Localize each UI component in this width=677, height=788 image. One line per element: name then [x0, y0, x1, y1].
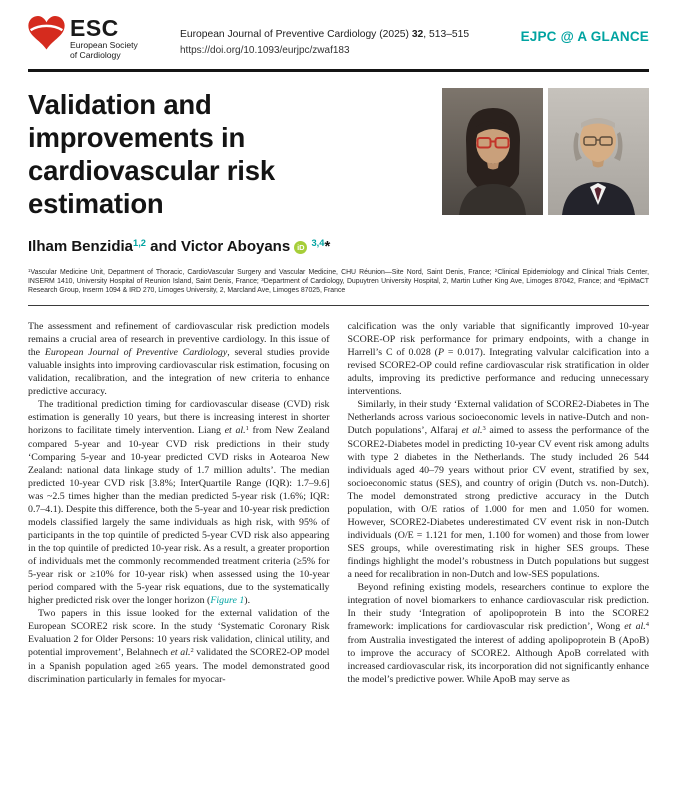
- author-photos: [442, 88, 649, 255]
- text-run: et al.: [461, 424, 483, 436]
- esc-logo-society-line1: European Society: [70, 40, 138, 50]
- text-run: et al.: [170, 646, 191, 658]
- orcid-icon[interactable]: iD: [294, 241, 307, 254]
- text-run: 2: [190, 646, 194, 654]
- text-run: 1: [245, 424, 249, 432]
- authors-line: [28, 238, 432, 255]
- text-run: 3: [261, 277, 264, 283]
- author-photo-victor-aboyans: [548, 88, 649, 215]
- text-run: European Journal of Preventive Cardiology: [44, 346, 228, 358]
- text-run: = 0.017). Integrating valvular calcification into a revised SCORE2-OP could refine cardiovascular risk stratification in older adults, improving its predictive performance and reducing unnecessary interventions.: [347, 346, 649, 397]
- text-run: 4: [617, 277, 621, 283]
- esc-logo-text: [70, 16, 138, 60]
- text-run: Vascular Medicine Unit, Department of Thoracic, CardioVascular Surgery and Vascular Medicine, CHU Réunion—Site Nord, Saint Denis, France;: [30, 269, 495, 276]
- text-run: Department of Cardiology, Dupuytren University Hospital, 2, Martin Luther King Ave, Limoges 87042, France; and: [263, 278, 618, 286]
- inline-link[interactable]: Figure 1: [210, 594, 245, 606]
- column-right: [348, 320, 650, 686]
- text-run: Two papers in this issue looked for the external validation of the European SCORE2 risk score. In the study ‘Systematic Coronary Risk Evaluation 2 for Older Persons: 10 years risk validation, clinical utility, and potential improvement’, Belahnech: [28, 607, 330, 658]
- text-run: Beyond refining existing models, researchers continue to explore the integration of novel biomarkers to enhance cardiovascular risk prediction. In their study ‘Integration of apolipoprotein B into the SCORE2 framework: implications for cardiovascular risk prediction’, Wong: [347, 581, 649, 632]
- text-run: 2: [494, 267, 498, 273]
- citation-block: [180, 16, 521, 57]
- text-run: [307, 238, 311, 255]
- author-photo-ilham-benzidia: [442, 88, 543, 215]
- paragraph: [348, 320, 650, 398]
- text-run: from Australia investigated the interest of adding apolipoprotein B (ApoB) to improve the accuracy of SCORE2. Although ApoB correlated with increased cardiovascular risk, its incorporation did not significantly enhance the model’s predictive power. While ApoB may serve as: [347, 634, 649, 685]
- text-run: , 513–515: [423, 29, 470, 40]
- esc-logo[interactable]: [28, 16, 180, 60]
- text-run: and Victor Aboyans: [145, 238, 295, 255]
- text-run: Similarly, in their study ‘External validation of SCORE2-Diabetes in The Netherlands across various socioeconomic levels in native-Dutch and non-Dutch populations’, Alfaraj: [347, 398, 649, 436]
- column-left: [28, 320, 330, 686]
- text-run: aimed to assess the performance of the SCORE2-Diabetes model in predicting 10-year CV event risk among adults with type 2 diabetes in the Netherlands. The study included 26 544 individuals aged 40–79 years without prior CV event, stratified by sex, socioeconomic status (SES), and country of origin (Dutch vs. non-Dutch). The model demonstrated strong predictive accuracy in the Dutch population, with O/E ratios of 1.000 for men and 1.050 for women. However, SCORE2-Diabetes underestimated CV event risk in non-Dutch individuals (O/E = 1.121 for men, 1.100 for women) and those from lower SES groups, while overestimating risk in higher SES groups. These findings highlight the model’s robustness in Dutch populations but suggest a need for recalibration in non-Dutch and low-SES populations.: [347, 424, 649, 580]
- esc-logo-society-line2: of Cardiology: [70, 50, 121, 60]
- text-run: *: [324, 238, 331, 255]
- title-section: [28, 88, 649, 255]
- header-rule: [28, 69, 649, 72]
- text-run: P: [437, 346, 444, 358]
- article-body: [28, 320, 649, 686]
- paragraph: [348, 581, 650, 686]
- paragraph: [348, 398, 650, 581]
- text-run: Clinical Epidemiology and Clinical Trials Center, INSERM 1410, University Hospital of Reunion Island, Saint Denis, France;: [28, 269, 649, 286]
- text-run: 1: [28, 267, 31, 273]
- text-run: The traditional prediction timing for cardiovascular disease (CVD) risk estimation is generally 10 years, but there is increasing interest in shorter horizons to facilitate timely intervention. Liang: [28, 398, 330, 436]
- text-run: et al.: [224, 424, 246, 436]
- text-run: Ilham Benzidia: [28, 238, 134, 255]
- text-run: The assessment and refinement of cardiovascular risk prediction models remains a crucial area of research in preventive cardiology. In this issue of the: [28, 320, 330, 358]
- paragraph: [28, 320, 330, 398]
- text-run: from New Zealand compared 5-year and 10-year CVD risk predictions in their study ‘Comparing 5-year and 10-year predicted CVD risks in Aotearoa New Zealand: national data linkage study of 1.7 million adults’. The median predicted 10-year CVD risk [3.8%; InterQuartile Range (IQR): 1.7–9.6] was ~2.5 times higher than the median predicted 5-year risk (1.6%; IQR: 0.7–4.1). Despite this difference, both the 5-year and 10-year risk prediction models classified largely the same individuals as high risk, with 95% of participants in the top quintile of predicted 5-year CVD risk also appearing in the top quintile of predicted 10-year risk. As a result, a greater proportion of individuals met the commonly recommended treatment criteria (≥5% for 5-year risk or ≥10% for 10-year risk) when assessed using the 10-year period compared with the 5-year risk equations, due to the systematically higher predicted risk over the longer horizon (: [28, 424, 330, 606]
- text-run: calcification was the only variable that significantly improved 10-year SCORE-OP risk performance for primary endpoints, with a change in Harrell’s C of 0.028 (: [347, 320, 649, 358]
- text-run: 32: [411, 29, 424, 40]
- text-run: et al.: [624, 620, 646, 632]
- text-run: validated the SCORE2-OP model in a Spanish population aged ≥65 years. The model demonstrated good discrimination particularly in females for myocar-: [28, 646, 330, 685]
- inline-link[interactable]: 1,2: [133, 238, 146, 249]
- text-run: 4: [645, 620, 649, 628]
- ejpc-glance-badge[interactable]: EJPC @ A GLANCE: [520, 29, 649, 44]
- doi-link[interactable]: https://doi.org/10.1093/eurjpc/zwaf183: [180, 45, 350, 56]
- title-block: [28, 88, 442, 255]
- affiliations-rule: [28, 305, 649, 306]
- text-run: 3: [482, 424, 486, 432]
- journal-citation: [180, 28, 521, 41]
- text-run: ).: [244, 594, 251, 606]
- paragraph: [28, 607, 330, 686]
- affiliations: [28, 268, 649, 296]
- text-run: , several studies provide valuable insights into improving cardiovascular risk estimation, focusing on validation, recalibration, and the integration of new criteria to enhance predictive accuracy.: [28, 346, 330, 397]
- text-run: EpiMaCT Research Group, Inserm 1094 & IRD 270, Limoges University, 2, Marcland Ave, Limoges 87025, France: [28, 278, 649, 295]
- esc-heart-icon: [28, 16, 65, 60]
- text-run: European Journal of Preventive Cardiology (2025): [180, 29, 412, 40]
- esc-logo-name: ESC: [70, 15, 119, 41]
- inline-link[interactable]: 3,4: [311, 238, 325, 249]
- paragraph: [28, 398, 330, 607]
- article-title: Validation and improvements in cardiovascular risk estimation: [28, 89, 275, 219]
- page-header: [28, 16, 649, 60]
